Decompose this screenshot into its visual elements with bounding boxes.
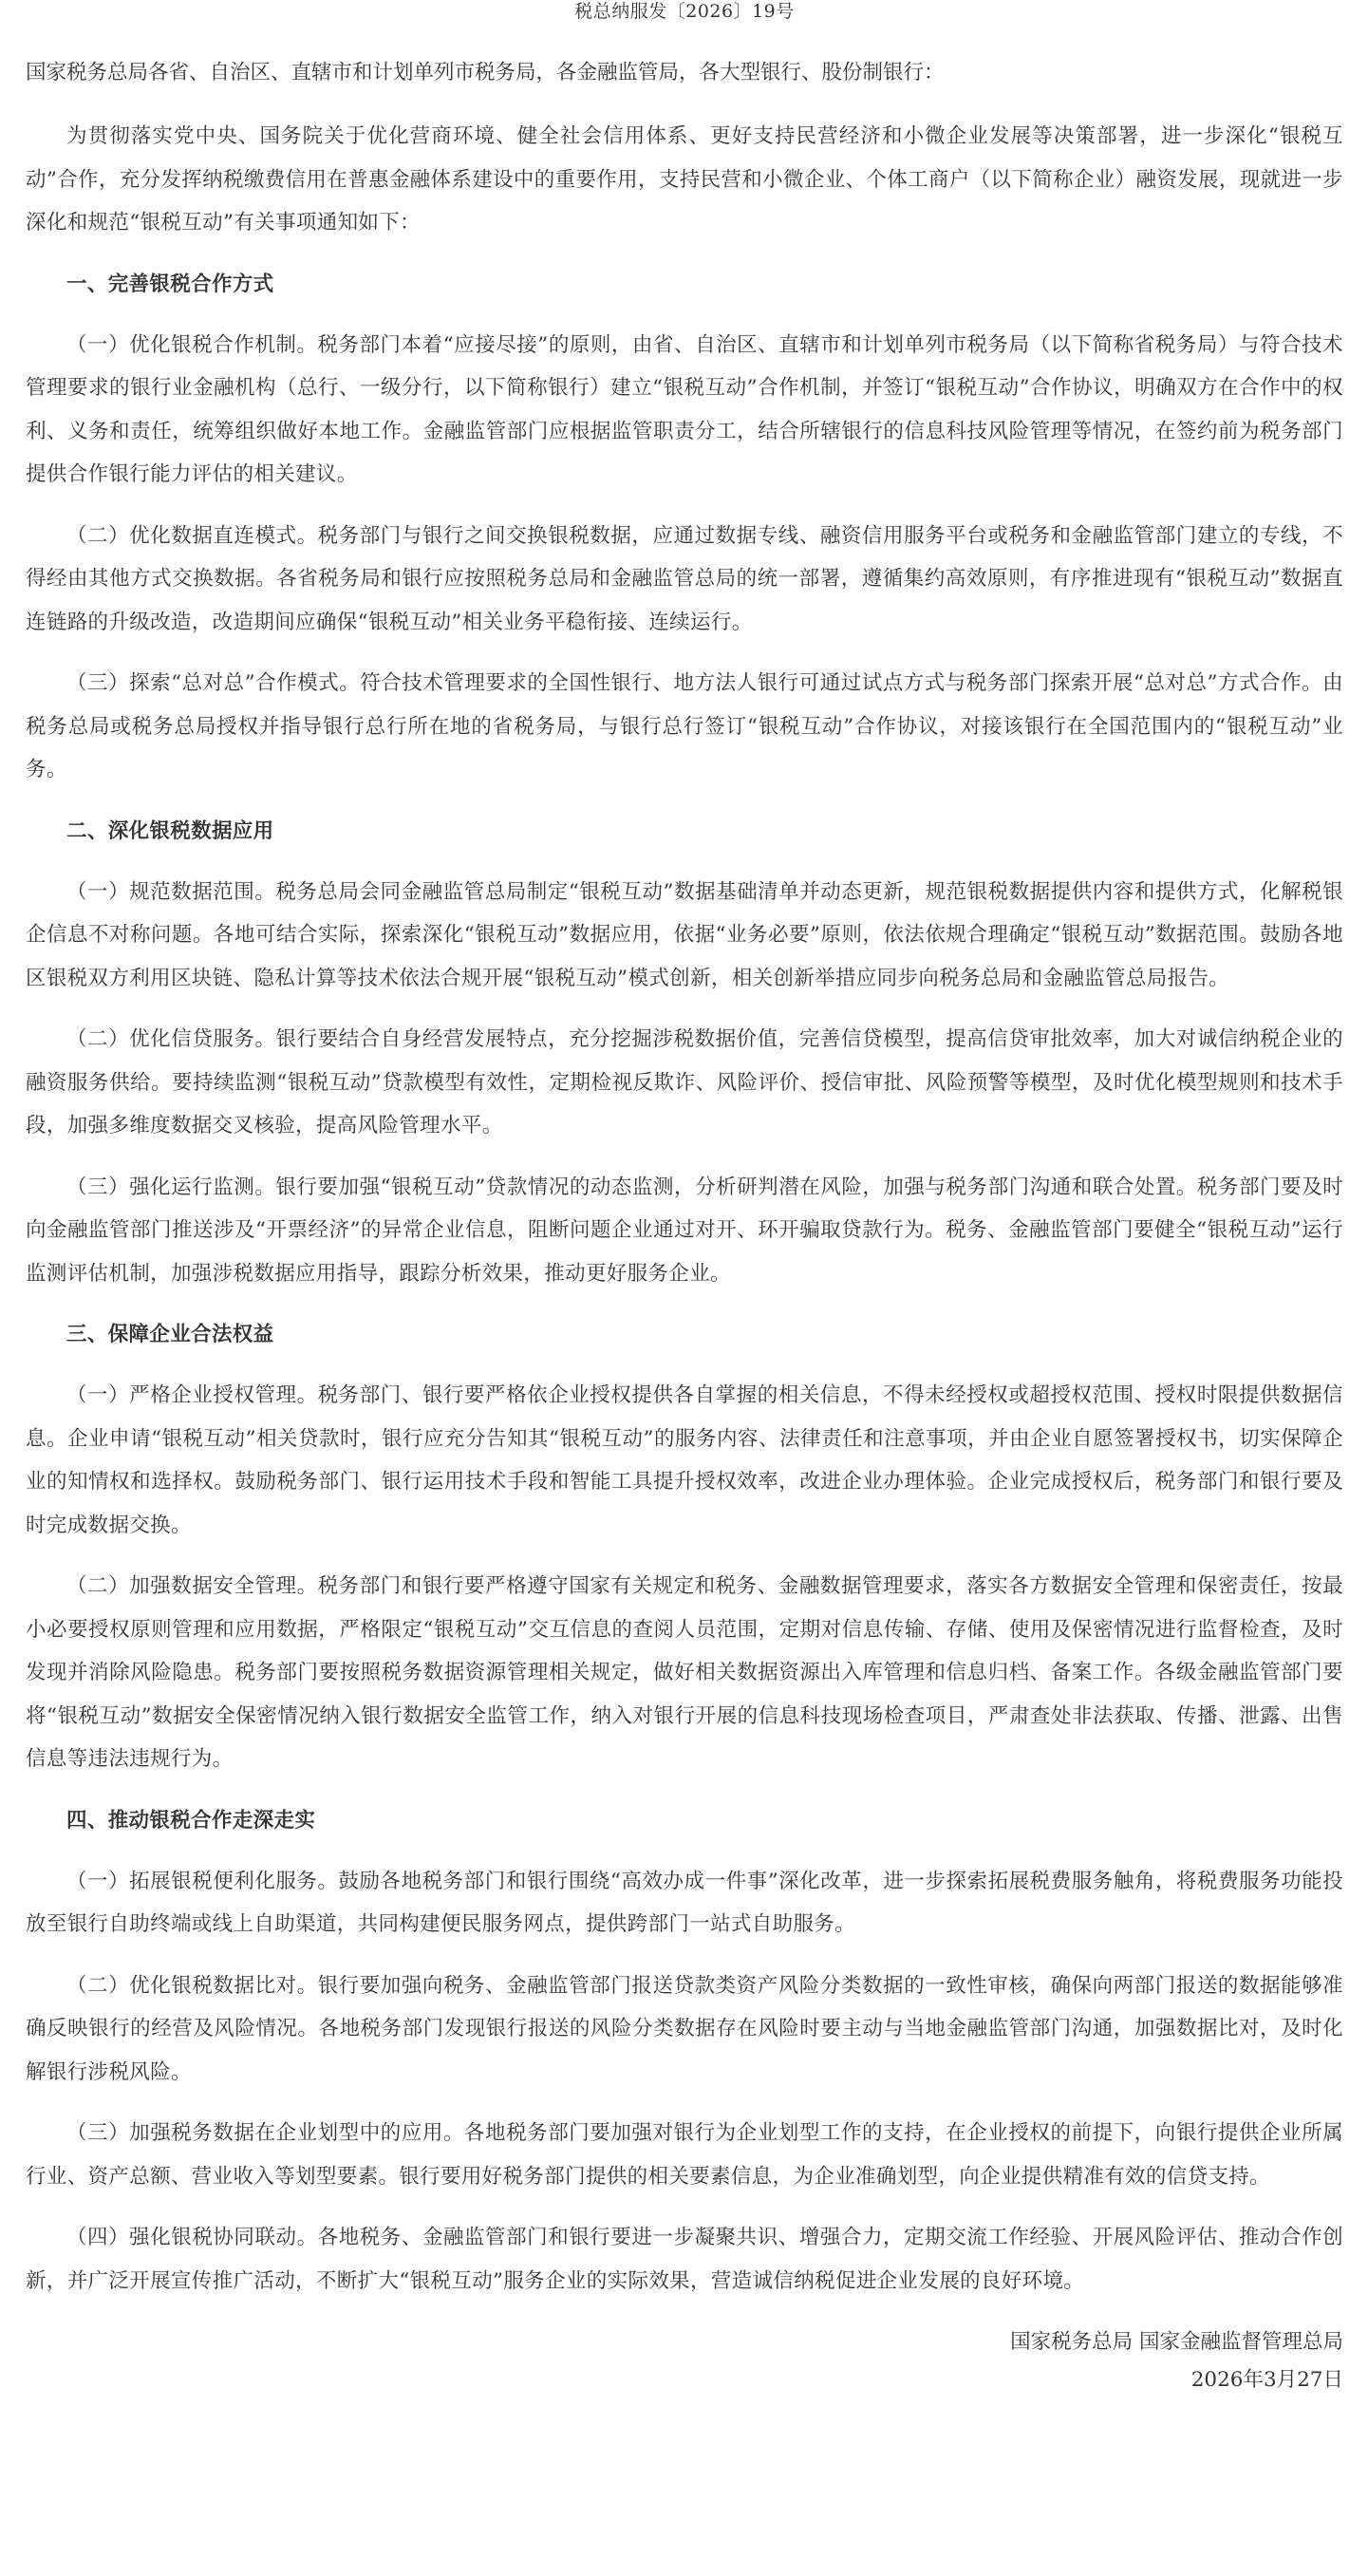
section-3 [26, 1313, 1343, 1781]
document-number: 税总纳服发〔2026〕19号 [574, 1, 795, 22]
section-2 [26, 810, 1343, 1296]
section-item: （三）强化运行监测。银行要加强“银税互动”贷款情况的动态监测，分析研判潜在风险，加强与税务部门沟通和联合处置。税务部门要及时向金融监管部门推送涉及“开票经济”的异常企业信息，阻断问题企业通过对开、环开骗取贷款行为。税务、金融监管部门要健全“银税互动”运行监测评估机制，加强涉税数据应用指导，跟踪分析效果，推动更好服务企业。 [26, 1175, 1343, 1286]
section-1 [26, 263, 1343, 792]
signature-block [26, 2323, 1343, 2399]
issue-date: 2026年3月27日 [1190, 2368, 1343, 2392]
section-item: （一）优化银税合作机制。税务部门本着“应接尽接”的原则，由省、自治区、直辖市和计划单列市税务局（以下简称省税务局）与符合技术管理要求的银行业金融机构（总行、一级分行，以下简称银行）建立“银税互动”合作机制，并签订“银税互动”合作协议，明确双方在合作中的权利、义务和责任，统筹组织做好本地工作。金融监管部门应根据监管职责分工，结合所辖银行的信息科技风险管理等情况，在签约前为税务部门提供合作银行能力评估的相关建议。 [26, 332, 1343, 486]
section-heading: 四、推动银税合作走深走实 [66, 1808, 316, 1833]
section-heading: 二、深化银税数据应用 [66, 818, 274, 843]
addressee: 国家税务总局各省、自治区、直辖市和计划单列市税务局，各金融监管局，各大型银行、股份制银行： [26, 61, 945, 85]
issuing-authorities: 国家税务总局 国家金融监督管理总局 [1010, 2330, 1343, 2354]
section-item: （一）拓展银税便利化服务。鼓励各地税务部门和银行围绕“高效办成一件事”深化改革，进一步探索拓展税费服务触角，将税费服务功能投放至银行自助终端或线上自助渠道，共同构建便民服务网点，提供跨部门一站式自助服务。 [26, 1869, 1343, 1936]
section-item: （三）加强税务数据在企业划型中的应用。各地税务部门要加强对银行为企业划型工作的支持，在企业授权的前提下，向银行提供企业所属行业、资产总额、营业收入等划型要素。银行要用好税务部门提供的相关要素信息，为企业准确划型，向企业提供精准有效的信贷支持。 [26, 2121, 1343, 2189]
intro-paragraph: 为贯彻落实党中央、国务院关于优化营商环境、健全社会信用体系、更好支持民营经济和小微企业发展等决策部署，进一步深化“银税互动”合作，充分发挥纳税缴费信用在普惠金融体系建设中的重要作用，支持民营和小微企业、个体工商户（以下简称企业）融资发展，现就进一步深化和规范“银税互动”有关事项通知如下： [26, 124, 1343, 235]
section-item: （二）优化信贷服务。银行要结合自身经营发展特点，充分挖掘涉税数据价值，完善信贷模型，提高信贷审批效率，加大对诚信纳税企业的融资服务供给。要持续监测“银税互动”贷款模型有效性，定期检视反欺诈、风险评价、授信审批、风险预警等模型，及时优化模型规则和技术手段，加强多维度数据交叉核验，提高风险管理水平。 [26, 1027, 1343, 1138]
section-item: （二）优化银税数据比对。银行要加强向税务、金融监管部门报送贷款类资产风险分类数据的一致性审核，确保向两部门报送的数据能够准确反映银行的经营及风险情况。各地税务部门发现银行报送的风险分类数据存在风险时要主动与当地金融监管部门沟通，加强数据比对，及时化解银行涉税风险。 [26, 1973, 1343, 2084]
section-item: （一）严格企业授权管理。税务部门、银行要严格依企业授权提供各自掌握的相关信息，不得未经授权或超授权范围、授权时限提供数据信息。企业申请“银税互动”相关贷款时，银行应充分告知其“银税互动”的服务内容、法律责任和注意事项，并由企业自愿签署授权书，切实保障企业的知情权和选择权。鼓励税务部门、银行运用技术手段和智能工具提升授权效率，改进企业办理体验。企业完成授权后，税务部门和银行要及时完成数据交换。 [26, 1383, 1343, 1537]
section-heading: 三、保障企业合法权益 [66, 1323, 274, 1346]
document [26, 0, 1343, 2399]
section-heading: 一、完善银税合作方式 [66, 272, 274, 296]
section-item: （四）强化银税协同联动。各地税务、金融监管部门和银行要进一步凝聚共识、增强合力，定期交流工作经验、开展风险评估、推动合作创新，并广泛开展宣传推广活动，不断扩大“银税互动”服务企业的实际效果，营造诚信纳税促进企业发展的良好环境。 [26, 2226, 1343, 2293]
section-4 [26, 1799, 1343, 2303]
section-item: （二）加强数据安全管理。税务部门和银行要严格遵守国家有关规定和税务、金融数据管理要求，落实各方数据安全管理和保密责任，按最小必要授权原则管理和应用数据，严格限定“银税互动”交互信息的查阅人员范围，定期对信息传输、存储、使用及保密情况进行监督检查，及时发现并消除风险隐患。税务部门要按照税务数据资源管理相关规定，做好相关数据资源出入库管理和信息归档、备案工作。各级金融监管部门要将“银税互动”数据安全保密情况纳入银行数据安全监管工作，纳入对银行开展的信息科技现场检查项目，严肃查处非法获取、传播、泄露、出售信息等违法违规行为。 [26, 1574, 1343, 1771]
section-item: （一）规范数据范围。税务总局会同金融监管总局制定“银税互动”数据基础清单并动态更新，规范银税数据提供内容和提供方式，化解税银企信息不对称问题。各地可结合实际，探索深化“银税互动”数据应用，依据“业务必要”原则，依法依规合理确定“银税互动”数据范围。鼓励各地区银税双方利用区块链、隐私计算等技术依法合规开展“银税互动”模式创新，相关创新举措应同步向税务总局和金融监管总局报告。 [26, 879, 1343, 990]
section-item: （三）探索“总对总”合作模式。符合技术管理要求的全国性银行、地方法人银行可通过试点方式与税务部门探索开展“总对总”方式合作。由税务总局或税务总局授权并指导银行总行所在地的省税务局，与银行总行签订“银税互动”合作协议，对接该银行在全国范围内的“银税互动”业务。 [26, 671, 1343, 781]
section-item: （二）优化数据直连模式。税务部门与银行之间交换银税数据，应通过数据专线、融资信用服务平台或税务和金融监管部门建立的专线，不得经由其他方式交换数据。各省税务局和银行应按照税务总局和金融监管总局的统一部署，遵循集约高效原则，有序推进现有“银税互动”数据直连链路的升级改造，改造期间应确保“银税互动”相关业务平稳衔接、连续运行。 [26, 523, 1343, 634]
